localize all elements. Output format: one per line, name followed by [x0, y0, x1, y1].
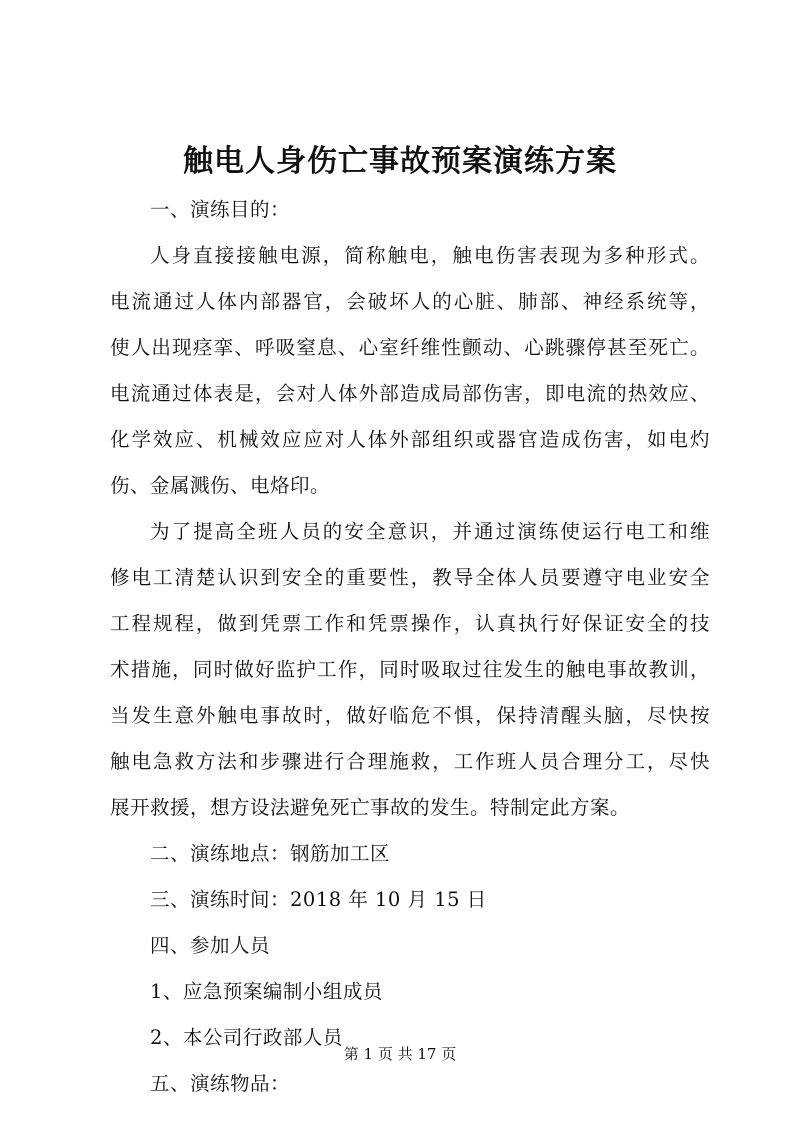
paragraph-line: 修电工清楚认识到安全的重要性，教导全体人员要遵守电业安全 — [110, 566, 710, 589]
paragraph-line: 电流通过人体内部器官，会破坏人的心脏、肺部、神经系统等， — [110, 290, 710, 313]
paragraph-line: 使人出现痉挛、呼吸窒息、心室纤维性颤动、心跳骤停甚至死亡。 — [110, 336, 710, 359]
page-footer: 第 1 页 共 17 页 — [343, 1045, 457, 1063]
paragraph-line: 为了提高全班人员的安全意识，并通过演练使运行电工和维 — [150, 520, 710, 543]
section-heading-time: 三、演练时间：2018 年 10 月 15 日 — [150, 888, 487, 911]
paragraph-line: 化学效应、机械效应应对人体外部组织或器官造成伤害，如电灼 — [110, 428, 710, 451]
section-heading-location: 二、演练地点：钢筋加工区 — [150, 842, 391, 865]
section-heading-participants: 四、参加人员 — [150, 934, 271, 957]
paragraph-line: 人身直接接触电源，简称触电，触电伤害表现为多种形式。 — [150, 244, 710, 267]
paragraph-line: 当发生意外触电事故时，做好临危不惧，保持清醒头脑，尽快按 — [110, 704, 710, 727]
paragraph-line: 电流通过体表是，会对人体外部造成局部伤害，即电流的热效应、 — [110, 382, 710, 405]
section-heading-purpose: 一、演练目的： — [150, 198, 291, 221]
section-heading-materials: 五、演练物品： — [150, 1072, 291, 1095]
paragraph-line: 工程规程，做到凭票工作和凭票操作，认真执行好保证安全的技 — [110, 612, 710, 635]
list-item: 2、本公司行政部人员 — [150, 1026, 343, 1049]
document-body — [110, 187, 710, 1107]
paragraph-line: 伤、金属溅伤、电烙印。 — [110, 474, 331, 497]
paragraph-line: 触电急救方法和步骤进行合理施救，工作班人员合理分工，尽快 — [110, 750, 710, 773]
paragraph-line: 术措施，同时做好监护工作，同时吸取过往发生的触电事故教训， — [110, 658, 710, 681]
document-title: 触电人身伤亡事故预案演练方案 — [183, 144, 617, 179]
list-item: 1、应急预案编制小组成员 — [150, 980, 383, 1003]
paragraph-line: 展开救援，想方设法避免死亡事故的发生。特制定此方案。 — [110, 796, 631, 819]
